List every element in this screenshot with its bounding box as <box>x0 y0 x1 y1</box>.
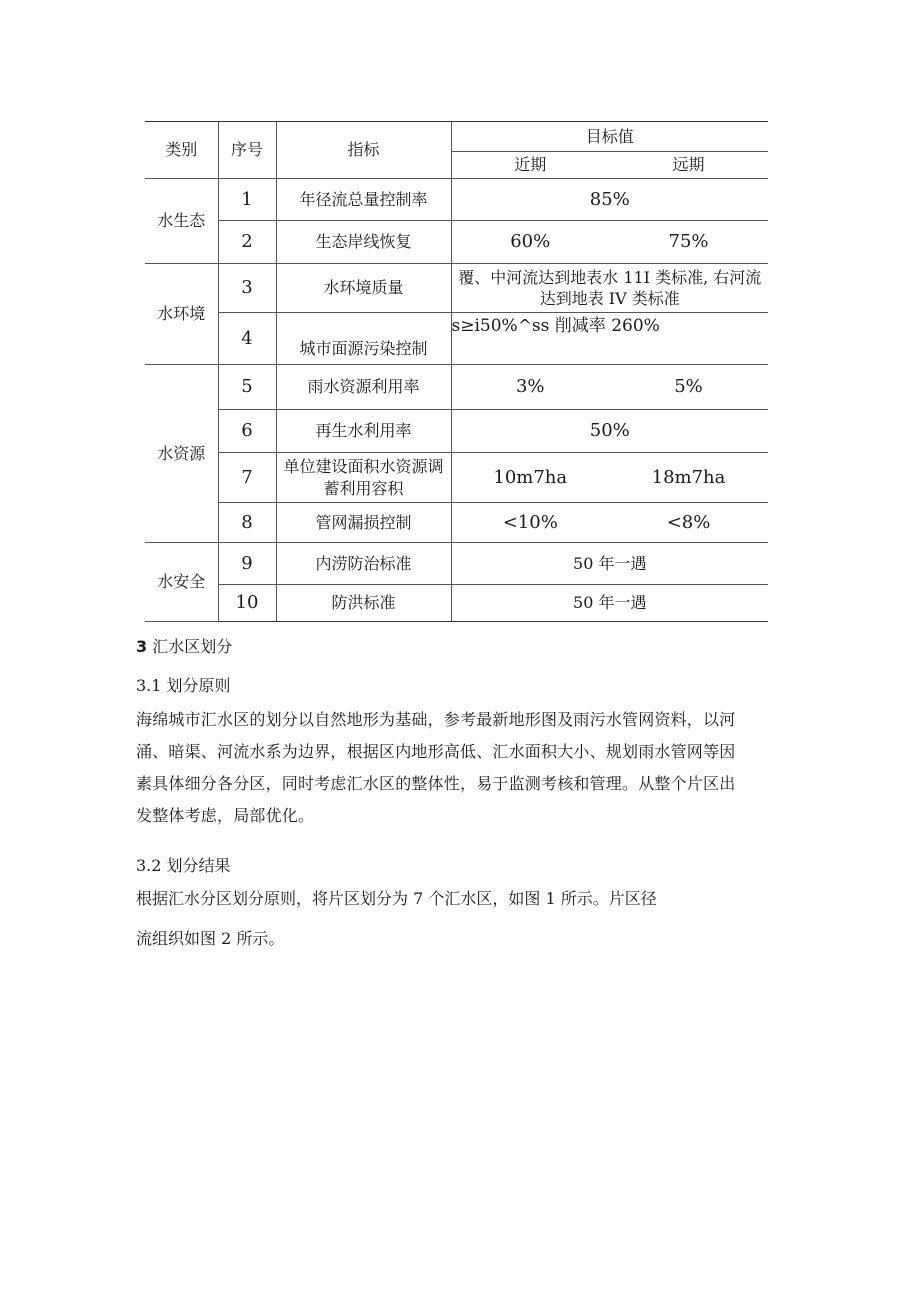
header-seq: 序号 <box>218 122 276 179</box>
row-seq: 10 <box>218 585 276 622</box>
group-water-ecology: 水生态 <box>145 179 218 264</box>
row-target-merged: 50% <box>451 410 768 453</box>
row-seq: 3 <box>218 264 276 313</box>
row-indicator-line: 蓄利用容积 <box>323 478 404 498</box>
row-indicator: 生态岸线恢复 <box>276 221 451 264</box>
row-target-merged: 50 年一遇 <box>451 585 768 622</box>
row-target-merged: 85% <box>451 179 768 221</box>
paragraph-line: 根据汇水分区划分原则，将片区划分为 7 个汇水区，如图 1 所示。片区径 <box>136 889 657 908</box>
row-target-line: 覆、中河流达到地表水 11I 类标准, 右河流 <box>458 268 762 287</box>
header-far: 远期 <box>609 152 768 179</box>
row-indicator: 再生水利用率 <box>276 410 451 453</box>
row-seq: 8 <box>218 503 276 543</box>
header-near: 近期 <box>451 152 609 179</box>
section-heading <box>136 636 232 658</box>
paragraph-line: 海绵城市汇水区的划分以自然地形为基础，参考最新地形图及雨污水管网资料，以河 <box>136 710 736 729</box>
row-target-line: 达到地表 IV 类标准 <box>539 289 680 308</box>
row-indicator: 内涝防治标准 <box>276 543 451 585</box>
row-seq: 9 <box>218 543 276 585</box>
row-target-far: 75% <box>609 221 768 264</box>
targets-table <box>145 121 768 622</box>
header-category: 类别 <box>145 122 218 179</box>
paragraph-line: 流组织如图 2 所示。 <box>136 929 285 948</box>
row-target-far: <8% <box>609 503 768 543</box>
row-target-near: 3% <box>451 365 609 410</box>
row-target-merged <box>451 264 768 313</box>
paragraph-line: 涌、暗渠、河流水系为边界，根据区内地形高低、汇水面积大小、规划雨水管网等因 <box>136 742 736 761</box>
row-target-far: 5% <box>609 365 768 410</box>
row-indicator: 管网漏损控制 <box>276 503 451 543</box>
section-title: 汇水区划分 <box>152 637 233 656</box>
paragraph <box>136 704 776 832</box>
group-water-environment: 水环境 <box>145 264 218 365</box>
row-seq: 1 <box>218 179 276 221</box>
header-target: 目标值 <box>451 122 768 152</box>
row-target-merged: 50 年一遇 <box>451 543 768 585</box>
paragraph-line: 素具体细分各分区，同时考虑汇水区的整体性，易于监测考核和管理。从整个片区出 <box>136 774 736 793</box>
row-indicator: 水环境质量 <box>276 264 451 313</box>
row-indicator-line: 单位建设面积水资源调 <box>283 456 444 476</box>
row-indicator: 年径流总量控制率 <box>276 179 451 221</box>
row-target-far: 18m7ha <box>609 453 768 503</box>
row-seq: 2 <box>218 221 276 264</box>
subsection-title: 3.1 划分原则 <box>136 676 231 695</box>
group-water-resources: 水资源 <box>145 365 218 543</box>
header-indicator: 指标 <box>276 122 451 179</box>
row-target-near: 10m7ha <box>451 453 609 503</box>
row-target-merged: s≥i50%^ss 削减率 260% <box>451 313 768 365</box>
section-number: 3 <box>136 637 148 656</box>
group-water-safety: 水安全 <box>145 543 218 622</box>
row-seq: 5 <box>218 365 276 410</box>
subsection-title: 3.2 划分结果 <box>136 856 231 875</box>
row-target-near: 60% <box>451 221 609 264</box>
row-indicator <box>276 453 451 503</box>
row-indicator: 城市面源污染控制 <box>276 313 451 365</box>
row-seq: 7 <box>218 453 276 503</box>
row-seq: 6 <box>218 410 276 453</box>
row-target-near: <10% <box>451 503 609 543</box>
row-indicator: 防洪标准 <box>276 585 451 622</box>
paragraph-line: 发整体考虑，局部优化。 <box>136 806 315 825</box>
row-indicator: 雨水资源利用率 <box>276 365 451 410</box>
row-seq: 4 <box>218 313 276 365</box>
